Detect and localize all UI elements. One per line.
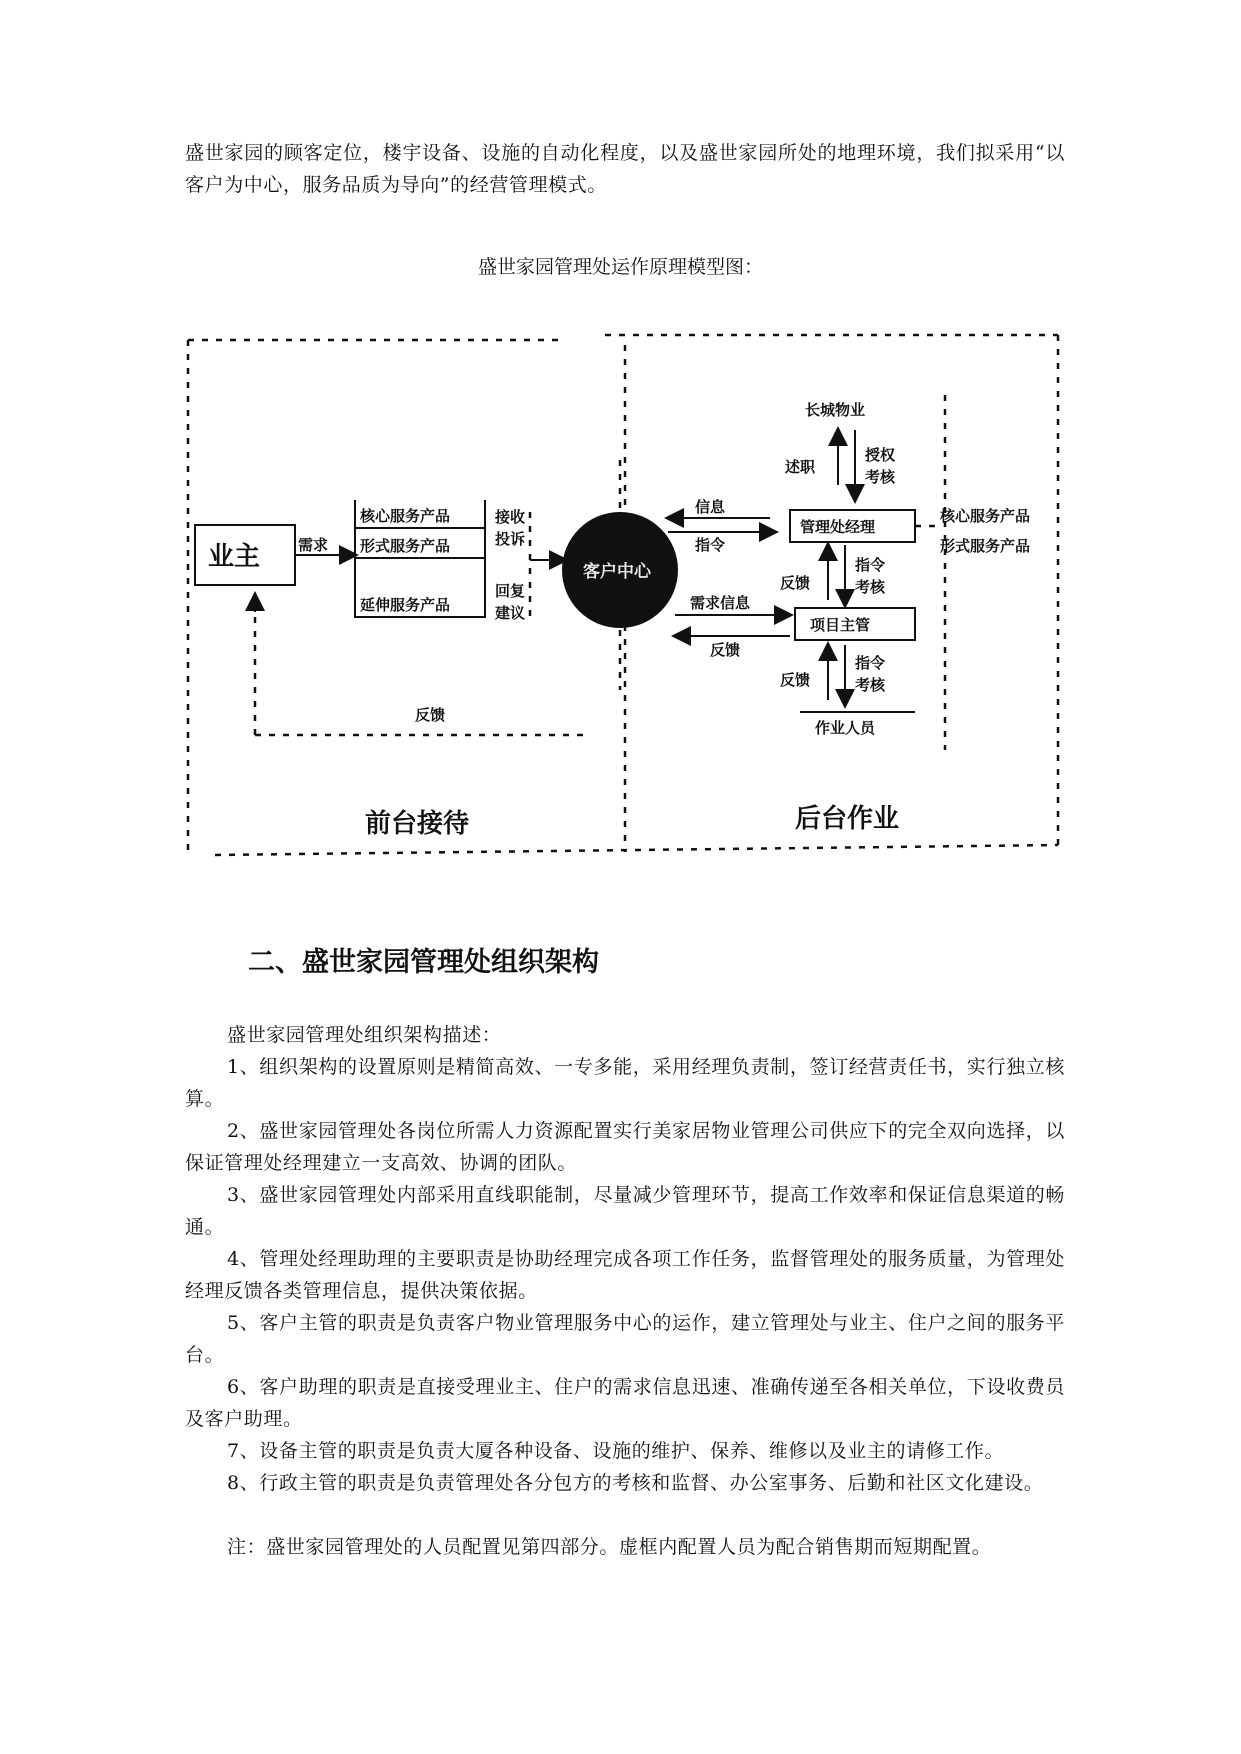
list-item: 2、盛世家园管理处各岗位所需人力资源配置实行美家居物业管理公司供应下的完全双向选择，以保证管理处经理建立一支高效、协调的团队。 (185, 1120, 1065, 1174)
suggestion-label: 建议 (495, 604, 526, 622)
list-item: 5、客户主管的职责是负责客户物业管理服务中心的运作，建立管理处与业主、住户之间的服务平台。 (185, 1312, 1065, 1366)
back-office-label: 后台作业 (795, 804, 900, 834)
assess3-label: 考核 (855, 676, 886, 694)
authorize-label: 授权 (865, 446, 896, 464)
right-product-core: 核心服务产品 (940, 507, 1031, 525)
product-form: 形式服务产品 (360, 537, 451, 555)
list-item: 1、组织架构的设置原则是精简高效、一专多能，采用经理负责制，签订经营责任书，实行独立核算。 (185, 1056, 1065, 1110)
product-core: 核心服务产品 (360, 507, 451, 525)
command3-label: 指令 (855, 654, 886, 672)
accept-label: 接收 (495, 508, 526, 526)
feedback-label: 反馈 (710, 641, 741, 659)
product-extend: 延伸服务产品 (360, 596, 451, 614)
report-label: 述职 (785, 458, 816, 476)
manager-feedback-label: 反馈 (780, 574, 811, 592)
list-item: 8、行政主管的职责是负责管理处各分包方的考核和监督、办公室事务、后勤和社区文化建设。 (227, 1472, 1044, 1494)
worker-label: 作业人员 (815, 719, 876, 737)
front-desk-label: 前台接待 (365, 809, 470, 839)
demand-info-label: 需求信息 (690, 594, 751, 612)
complaint-label: 投诉 (495, 530, 526, 548)
section-title: 二、盛世家园管理处组织架构 (248, 947, 599, 978)
bottom-feedback-label: 反馈 (415, 706, 446, 724)
list-item: 7、设备主管的职责是负责大厦各种设备、设施的维护、保养、维修以及业主的请修工作。 (227, 1440, 1005, 1462)
command2-label: 指令 (855, 556, 886, 574)
command-label: 指令 (695, 536, 726, 554)
supervisor-feedback-label: 反馈 (780, 671, 811, 689)
intro-paragraph: 盛世家园的顾客定位，楼宇设备、设施的自动化程度，以及盛世家园所处的地理环境，我们拟采用“以客户为中心，服务品质为导向”的经营管理模式。 (185, 142, 1065, 196)
right-product-form: 形式服务产品 (940, 537, 1031, 555)
project-supervisor-label: 项目主管 (810, 616, 871, 634)
info-label: 信息 (695, 498, 726, 516)
manager-label: 管理处经理 (800, 518, 876, 536)
assess-label: 考核 (865, 468, 896, 486)
section-lead: 盛世家园管理处组织架构描述： (227, 1024, 502, 1046)
list-item: 3、盛世家园管理处内部采用直线职能制，尽量减少管理环节，提高工作效率和保证信息渠道的畅通。 (185, 1184, 1065, 1238)
list-item: 4、管理处经理助理的主要职责是协助经理完成各项工作任务，监督管理处的服务质量，为管理处经理反馈各类管理信息，提供决策依据。 (185, 1248, 1065, 1302)
changcheng-label: 长城物业 (805, 401, 866, 419)
need-label: 需求 (298, 536, 329, 554)
note-paragraph: 注：盛世家园管理处的人员配置见第四部分。虚框内配置人员为配合销售期而短期配置。 (227, 1536, 992, 1558)
assess2-label: 考核 (855, 578, 886, 596)
list-item: 6、客户助理的职责是直接受理业主、住户的需求信息迅速、准确传递至各相关单位，下设收费员及客户助理。 (185, 1376, 1065, 1430)
customer-center-label: 客户中心 (583, 562, 651, 582)
owner-label: 业主 (208, 542, 261, 572)
diagram-caption: 盛世家园管理处运作原理模型图： (477, 256, 763, 278)
reply-label: 回复 (495, 582, 526, 600)
